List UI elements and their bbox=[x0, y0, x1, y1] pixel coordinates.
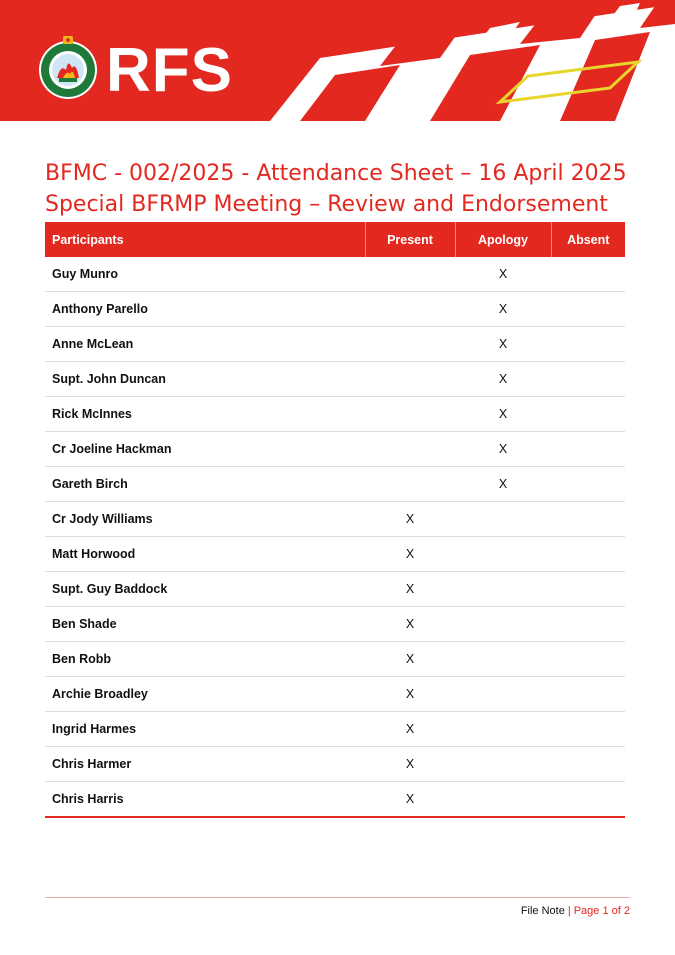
table-row bbox=[45, 782, 625, 818]
participant-name: Rick McInnes bbox=[45, 397, 365, 432]
rfs-logo-text: RFS bbox=[106, 36, 233, 105]
apology-mark: X bbox=[455, 467, 551, 502]
apology-mark bbox=[455, 607, 551, 642]
present-mark bbox=[365, 432, 455, 467]
table-row bbox=[45, 642, 625, 677]
table-row bbox=[45, 327, 625, 362]
participant-name: Anthony Parello bbox=[45, 292, 365, 327]
participant-name: Guy Munro bbox=[45, 257, 365, 292]
absent-mark bbox=[551, 292, 625, 327]
apology-mark bbox=[455, 712, 551, 747]
present-mark: X bbox=[365, 677, 455, 712]
table-row bbox=[45, 747, 625, 782]
page-footer bbox=[521, 905, 630, 917]
present-mark bbox=[365, 292, 455, 327]
file-note-label: File Note bbox=[520, 905, 565, 917]
apology-mark bbox=[455, 677, 551, 712]
participant-name: Ben Robb bbox=[45, 642, 365, 677]
present-mark bbox=[365, 327, 455, 362]
present-mark: X bbox=[365, 712, 455, 747]
absent-mark bbox=[551, 747, 625, 782]
table-row bbox=[45, 257, 625, 292]
table-row bbox=[45, 467, 625, 502]
column-header-apology: Apology bbox=[455, 222, 551, 257]
page-header bbox=[0, 0, 675, 121]
present-mark: X bbox=[365, 572, 455, 607]
apology-mark: X bbox=[455, 327, 551, 362]
apology-mark: X bbox=[455, 292, 551, 327]
absent-mark bbox=[551, 432, 625, 467]
participant-name: Chris Harmer bbox=[45, 747, 365, 782]
page-number: Page 1 of 2 bbox=[573, 905, 630, 917]
absent-mark bbox=[551, 537, 625, 572]
present-mark: X bbox=[365, 607, 455, 642]
participant-name: Chris Harris bbox=[45, 782, 365, 818]
absent-mark bbox=[551, 607, 625, 642]
apology-mark: X bbox=[455, 362, 551, 397]
apology-mark: X bbox=[455, 257, 551, 292]
absent-mark bbox=[551, 362, 625, 397]
apology-mark bbox=[455, 747, 551, 782]
present-mark: X bbox=[365, 782, 455, 818]
participant-name: Cr Jody Williams bbox=[45, 502, 365, 537]
checkered-band bbox=[0, 0, 675, 121]
attendance-table-body bbox=[45, 257, 625, 817]
rfs-seal-icon bbox=[37, 34, 99, 100]
present-mark bbox=[365, 362, 455, 397]
column-header-absent: Absent bbox=[551, 222, 625, 257]
participant-name: Gareth Birch bbox=[45, 467, 365, 502]
page-title bbox=[45, 158, 627, 220]
table-row bbox=[45, 572, 625, 607]
title-line-1: BFMC - 002/2025 - Attendance Sheet – 16 April 2025 bbox=[45, 161, 627, 186]
column-header-present: Present bbox=[365, 222, 455, 257]
footer-separator: | bbox=[567, 905, 571, 917]
participant-name: Ingrid Harmes bbox=[45, 712, 365, 747]
participant-name: Supt. Guy Baddock bbox=[45, 572, 365, 607]
attendance-table bbox=[45, 222, 625, 818]
apology-mark bbox=[455, 782, 551, 818]
absent-mark bbox=[551, 467, 625, 502]
apology-mark bbox=[455, 572, 551, 607]
absent-mark bbox=[551, 257, 625, 292]
absent-mark bbox=[551, 642, 625, 677]
absent-mark bbox=[551, 327, 625, 362]
table-row bbox=[45, 432, 625, 467]
participant-name: Cr Joeline Hackman bbox=[45, 432, 365, 467]
absent-mark bbox=[551, 677, 625, 712]
participant-name: Supt. John Duncan bbox=[45, 362, 365, 397]
participant-name: Anne McLean bbox=[45, 327, 365, 362]
table-row bbox=[45, 362, 625, 397]
apology-mark bbox=[455, 502, 551, 537]
absent-mark bbox=[551, 712, 625, 747]
column-header-participants: Participants bbox=[45, 222, 365, 257]
table-row bbox=[45, 677, 625, 712]
present-mark: X bbox=[365, 642, 455, 677]
participant-name: Archie Broadley bbox=[45, 677, 365, 712]
present-mark: X bbox=[365, 747, 455, 782]
present-mark: X bbox=[365, 502, 455, 537]
table-row bbox=[45, 607, 625, 642]
apology-mark bbox=[455, 537, 551, 572]
apology-mark: X bbox=[455, 432, 551, 467]
participant-name: Ben Shade bbox=[45, 607, 365, 642]
participant-name: Matt Horwood bbox=[45, 537, 365, 572]
present-mark: X bbox=[365, 537, 455, 572]
present-mark bbox=[365, 257, 455, 292]
apology-mark bbox=[455, 642, 551, 677]
table-header-row bbox=[45, 222, 625, 257]
absent-mark bbox=[551, 502, 625, 537]
title-line-2: Special BFRMP Meeting – Review and Endorsement bbox=[45, 192, 608, 217]
table-row bbox=[45, 502, 625, 537]
absent-mark bbox=[551, 397, 625, 432]
table-row bbox=[45, 537, 625, 572]
absent-mark bbox=[551, 572, 625, 607]
footer-divider bbox=[45, 897, 630, 898]
apology-mark: X bbox=[455, 397, 551, 432]
present-mark bbox=[365, 397, 455, 432]
table-row bbox=[45, 712, 625, 747]
present-mark bbox=[365, 467, 455, 502]
table-row bbox=[45, 292, 625, 327]
absent-mark bbox=[551, 782, 625, 818]
table-row bbox=[45, 397, 625, 432]
